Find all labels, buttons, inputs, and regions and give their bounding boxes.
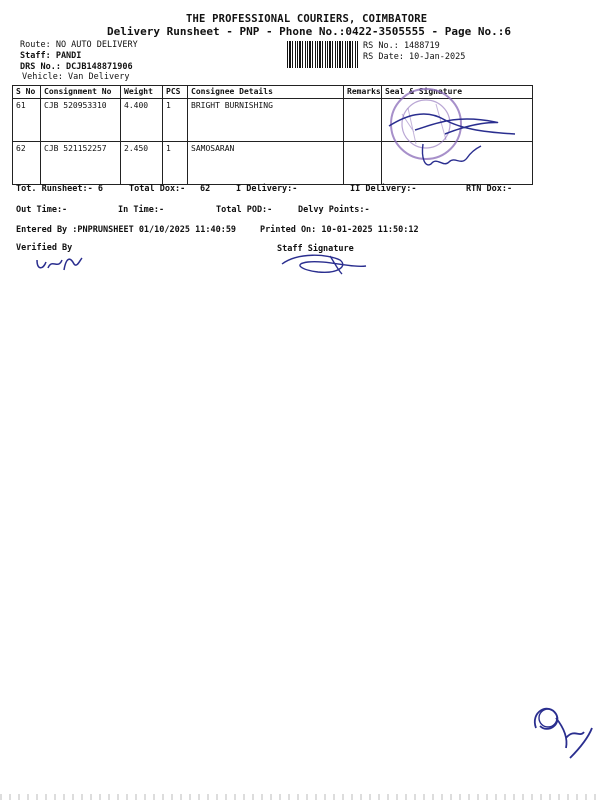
delvy-points: Delvy Points:- (298, 205, 370, 215)
col-seal-signature: Seal & Signature (382, 86, 533, 99)
company-title: THE PROFESSIONAL COURIERS, COIMBATORE (186, 13, 428, 25)
out-time: Out Time:- (16, 205, 68, 215)
total-dox-value: 62 (200, 184, 211, 194)
verified-by-label: Verified By (16, 243, 73, 253)
cell-remarks (344, 99, 382, 142)
cell-consignment: CJB 520953310 (41, 99, 121, 142)
in-time: In Time:- (118, 205, 165, 215)
col-consignment: Consignment No (41, 86, 121, 99)
cell-consignee: SAMOSARAN (188, 142, 344, 185)
cell-consignee: BRIGHT BURNISHING (188, 99, 344, 142)
barcode (287, 41, 359, 68)
col-consignee: Consignee Details (188, 86, 344, 99)
verifier-signature (34, 252, 84, 274)
cell-pcs: 1 (163, 142, 188, 185)
vehicle-label: Vehicle: Van Delivery (22, 72, 130, 82)
scan-edge-noise (0, 794, 600, 800)
receiver-signature-2 (415, 138, 485, 176)
printed-on: Printed On: 10-01-2025 11:50:12 (260, 225, 419, 235)
staff-label: Staff: PANDI (20, 51, 82, 61)
entered-by: Entered By :PNPRUNSHEET 01/10/2025 11:40:59 (16, 225, 237, 235)
staff-signature-label: Staff Signature (277, 244, 354, 254)
i-delivery: I Delivery:- (236, 184, 298, 194)
rs-number: RS No.: 1488719 (363, 41, 440, 51)
cell-sno: 61 (13, 99, 41, 142)
cell-pcs: 1 (163, 99, 188, 142)
corner-initials-signature (526, 698, 596, 768)
col-pcs: PCS (163, 86, 188, 99)
cell-consignment: CJB 521152257 (41, 142, 121, 185)
route-label: Route: NO AUTO DELIVERY (20, 40, 138, 50)
total-dox-label: Total Dox:- (129, 184, 186, 194)
runsheet-subtitle: Delivery Runsheet - PNP - Phone No.:0422-3505555 - Page No.:6 (107, 25, 511, 38)
col-sno: S No (13, 86, 41, 99)
rs-date: RS Date: 10-Jan-2025 (363, 52, 466, 62)
col-remarks: Remarks (344, 86, 382, 99)
tot-runsheet: Tot. Runsheet:- 6 (16, 184, 103, 194)
ii-delivery: II Delivery:- (350, 184, 417, 194)
cell-weight: 2.450 (121, 142, 163, 185)
rtn-dox: RTN Dox:- (466, 184, 513, 194)
staff-signature (278, 248, 370, 278)
total-pod: Total POD:- (216, 205, 273, 215)
col-weight: Weight (121, 86, 163, 99)
drs-number: DRS No.: DCJB148871906 (20, 62, 133, 72)
cell-weight: 4.400 (121, 99, 163, 142)
cell-sno: 62 (13, 142, 41, 185)
cell-remarks (344, 142, 382, 185)
